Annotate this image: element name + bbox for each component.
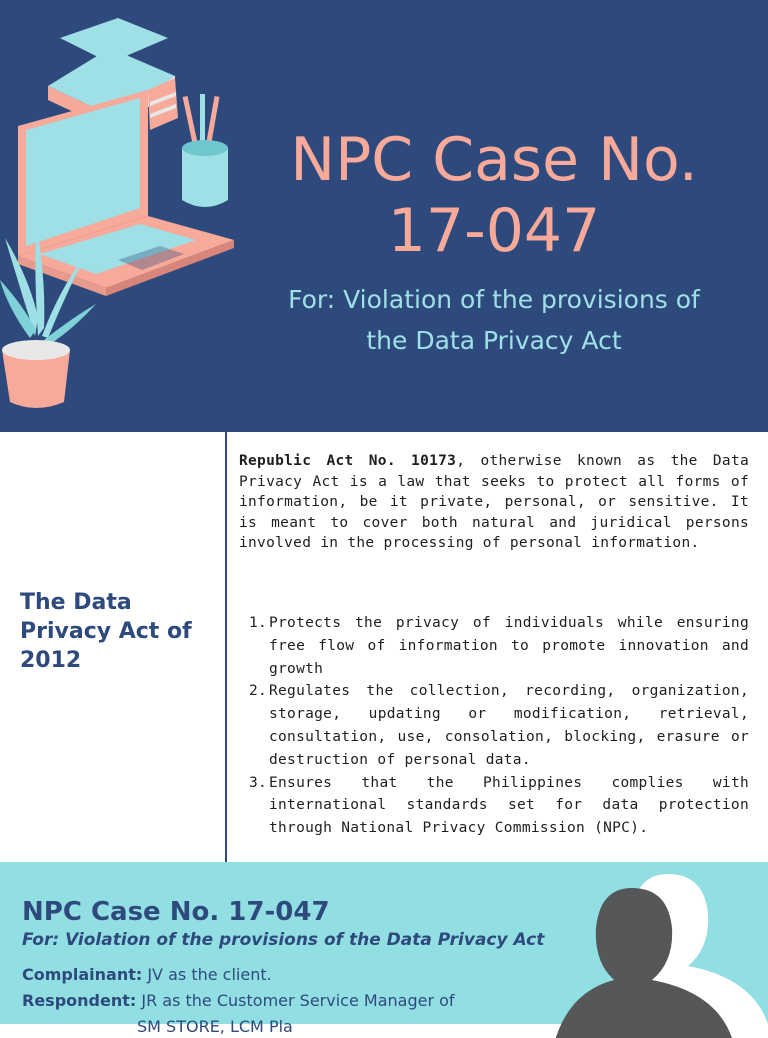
- list-item-number: 2.: [249, 683, 268, 700]
- case-subtitle: For: Violation of the provisions of the Data Privacy Act: [22, 930, 545, 950]
- page-title-line2: 17-047: [387, 196, 601, 266]
- page-title-line1: NPC Case No.: [290, 125, 698, 195]
- respondent-label: Respondent:: [22, 991, 137, 1010]
- list-item-number: 3.: [249, 774, 268, 791]
- intro-paragraph: [239, 451, 749, 554]
- case-summary-section: [0, 862, 768, 1036]
- respondent-continuation: SM STORE, LCM Pla: [137, 1017, 293, 1036]
- laptop-plant-illustration: [0, 18, 250, 408]
- intro-text: , otherwise known as the Data Privacy Act is a law that seeks to protect all forms of information, be it private, personal, or sensitive. It is meant to cover both natural and juridical persons involved in the processing of personal information.: [239, 453, 749, 551]
- list-item: [249, 612, 749, 680]
- header-banner: [0, 0, 768, 432]
- data-privacy-section: [0, 432, 768, 862]
- page-subtitle-line2: the Data Privacy Act: [366, 326, 622, 355]
- respondent-value: JR as the Customer Service Manager of: [136, 991, 455, 1010]
- person-silhouette-icon: [540, 874, 768, 1034]
- list-item: [249, 772, 749, 840]
- list-item-text: Ensures that the Philippines complies with international standards set for data protection through National Privacy Commission (NPC).: [269, 774, 749, 837]
- respondent-row: [22, 990, 455, 1012]
- points-list: [249, 612, 749, 840]
- intro-bold-text: Republic Act No. 10173: [239, 453, 457, 469]
- list-item: [249, 680, 749, 771]
- complainant-row: [22, 964, 272, 986]
- pencil-cup-icon: [182, 94, 228, 207]
- page-subtitle-line1: For: Violation of the provisions of: [288, 285, 700, 314]
- case-title: NPC Case No. 17-047: [22, 897, 330, 927]
- list-item-text: Regulates the collection, recording, organization, storage, updating or modification, retrieval, consultation, use, consolation, blocking, erasure or destruction of personal data.: [269, 683, 749, 768]
- list-item-number: 1.: [249, 615, 268, 631]
- section-divider: [225, 432, 227, 862]
- list-item-text: Protects the privacy of individuals while ensuring free flow of information to promote innovation and growth: [269, 615, 749, 677]
- complainant-value: JV as the client.: [142, 965, 272, 984]
- complainant-label: Complainant:: [22, 965, 143, 984]
- section-heading: The Data Privacy Act of 2012: [20, 590, 192, 673]
